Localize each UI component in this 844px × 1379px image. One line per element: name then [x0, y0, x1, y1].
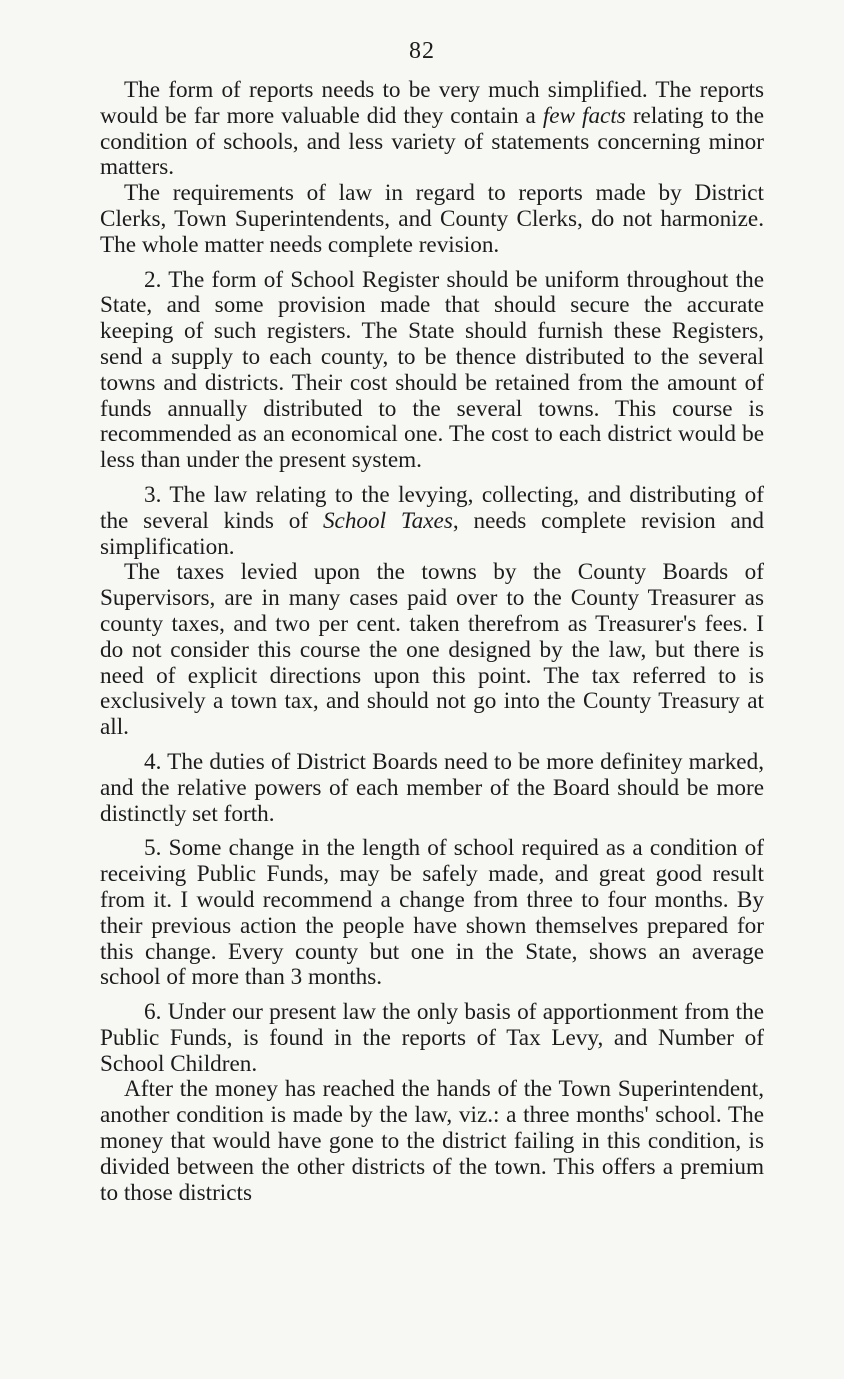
paragraph-after-the-money: After the money has reached the hands of the Town Superintendent, another condition is made by the law, viz.: a three months' school. The money that would have gone to the district failing in this condition, is divided between the other districts of the town. This offers a premium to those districts: [100, 1076, 764, 1206]
paragraph-item-2: 2. The form of School Register should be uniform throughout the State, and some provision made that should secure the accurate keeping of such registers. The State should furnish these Registers, send a supply to each county, to be thence distributed to the several towns and districts. Their cost should be retained from the amount of funds annually distributed to the several towns. This course is recommended as an economical one. The cost to each district would be less than under the present system.: [100, 266, 764, 474]
paragraph-text: relating to the condition of schools, and less variety of statements concerning minor matters.: [100, 102, 764, 181]
paragraph-item-4: 4. The duties of District Boards need to be more definitey marked, and the relative powers of each member of the Board should be more distinctly set forth.: [100, 748, 764, 827]
body-text: [100, 78, 764, 1206]
italic-phrase: few facts: [542, 102, 626, 129]
paragraph-item-3: [100, 483, 764, 560]
paragraph-taxes-levied: The taxes levied upon the towns by the County Boards of Supervisors, are in many cases paid over to the County Treasurer as county taxes, and two per cent. taken therefrom as Treasurer's fees. I do not consider this course the one designed by the law, but there is need of explicit directions upon this point. The tax referred to is exclusively a town tax, and should not go into the County Treasury at all.: [100, 559, 764, 741]
paragraph-item-6: 6. Under our present law the only basis of apportionment from the Public Funds, is found in the reports of Tax Levy, and Number of School Children.: [100, 999, 764, 1077]
paragraph-text: The form of reports needs to be very much simplified. The reports would be far more valuable did they contain a: [100, 77, 764, 129]
paragraph-text: , needs complete revision and simplification.: [100, 507, 764, 560]
paragraph-reports-simplified: [100, 78, 764, 181]
paragraph-text: 3. The law relating to the levying, collecting, and distributing of the several kinds of: [100, 481, 764, 534]
paragraph-requirements-of-law: The requirements of law in regard to reports made by District Clerks, Town Superintendents, and County Clerks, do not harmonize. The whole matter needs complete revision.: [100, 180, 764, 258]
page-number: 82: [409, 38, 435, 64]
paragraph-item-5: 5. Some change in the length of school required as a condition of receiving Public Funds, may be safely made, and great good result from it. I would recommend a change from three to four months. By their previous action the people have shown themselves prepared for this change. Every county but one in the State, shows an average school of more than 3 months.: [100, 835, 764, 991]
italic-phrase: School Taxes: [322, 507, 453, 534]
